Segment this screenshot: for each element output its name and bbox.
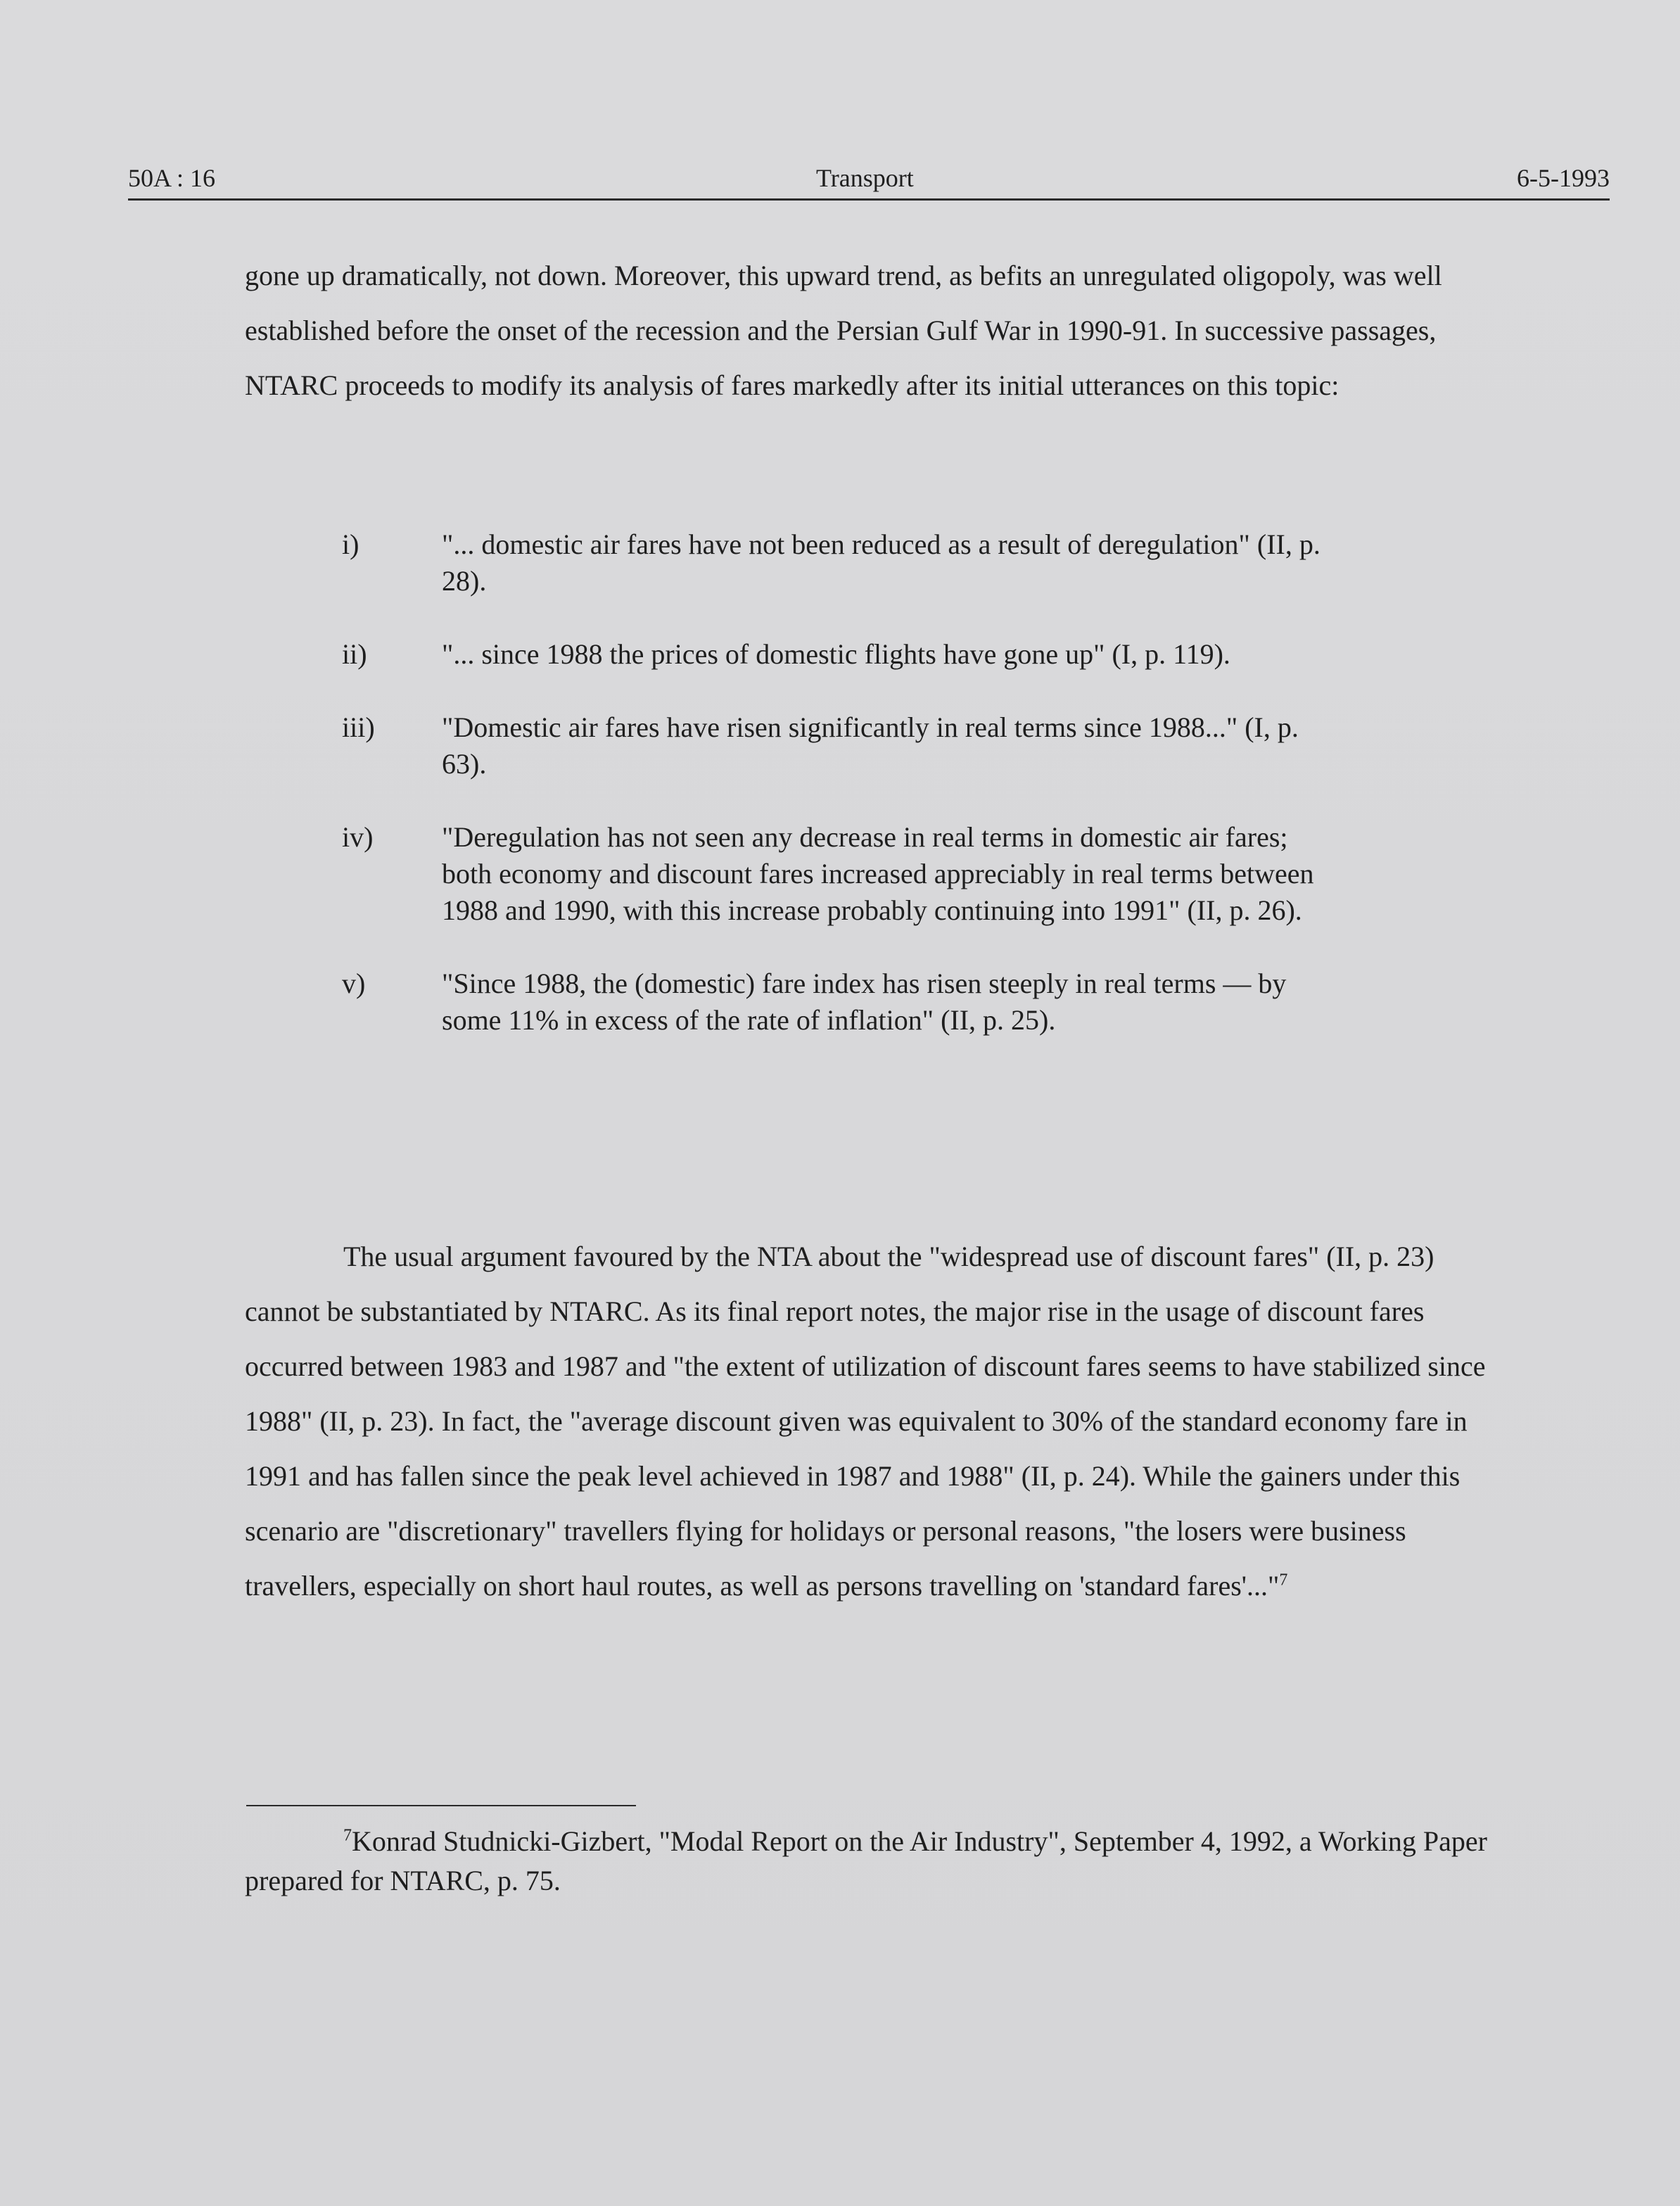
- quote-number: ii): [342, 638, 367, 670]
- page-header: [128, 156, 1610, 201]
- footnote-marker: 7: [343, 1826, 352, 1845]
- quote-number: i): [342, 528, 359, 560]
- quote-text: "Since 1988, the (domestic) fare index has risen steeply in real terms — by some 11% in excess of the rate of inflation" (II, p. 25).: [442, 968, 1287, 1036]
- quote-item: [342, 636, 1327, 673]
- quote-list: [342, 526, 1327, 1075]
- header-date: 6-5-1993: [1517, 164, 1610, 192]
- quote-text: "Domestic air fares have risen significantly in real terms since 1988..." (I, p. 63).: [442, 711, 1299, 780]
- quote-item: [342, 819, 1327, 929]
- paragraph-intro: gone up dramatically, not down. Moreover, this upward trend, as befits an unregulated oligopoly, was well established before the onset of the recession and the Persian Gulf War in 1990-91. In successive passages, NTARC proceeds to modify its analysis of fares markedly after its initial utterances on this topic:: [245, 260, 1442, 401]
- quote-item: [342, 709, 1327, 782]
- footnote: [245, 1822, 1497, 1901]
- quote-text: "... since 1988 the prices of domestic flights have gone up" (I, p. 119).: [442, 638, 1230, 670]
- quote-item: [342, 965, 1327, 1039]
- footnote-text: Konrad Studnicki-Gizbert, "Modal Report on the Air Industry", September 4, 1992, a Working Paper prepared for NTARC, p. 75.: [245, 1825, 1487, 1896]
- footnote-reference: 7: [1279, 1571, 1288, 1590]
- quote-number: iii): [342, 711, 375, 743]
- quote-text: "... domestic air fares have not been reduced as a result of deregulation" (II, p. 28).: [442, 528, 1321, 597]
- paragraph-discount-fares: [245, 1229, 1497, 1614]
- quote-item: [342, 526, 1327, 600]
- quote-number: iv): [342, 821, 374, 853]
- header-section-title: Transport: [816, 164, 914, 192]
- quote-text: "Deregulation has not seen any decrease in real terms in domestic air fares; both economy and discount fares increased appreciably in real terms between 1988 and 1990, with this increase probably continuing into 1991" (II, p. 26).: [442, 821, 1314, 926]
- quote-number: v): [342, 968, 366, 999]
- footnote-divider: [246, 1805, 636, 1806]
- header-page-number: 50A : 16: [128, 164, 216, 192]
- paragraph-text: The usual argument favoured by the NTA about the "widespread use of discount fares" (II, p. 23) cannot be substantiated by NTARC. As its final report notes, the major rise in the usage of discount fares occurred between 1983 and 1987 and "the extent of utilization of discount fares seems to have stabilized since 1988" (II, p. 23). In fact, the "average discount given was equivalent to 30% of the standard economy fare in 1991 and has fallen since the peak level achieved in 1987 and 1988" (II, p. 24). While the gainers under this scenario are "discretionary" travellers flying for holidays or personal reasons, "the losers were business travellers, especially on short haul routes, as well as persons travelling on 'standard fares'...": [245, 1241, 1486, 1602]
